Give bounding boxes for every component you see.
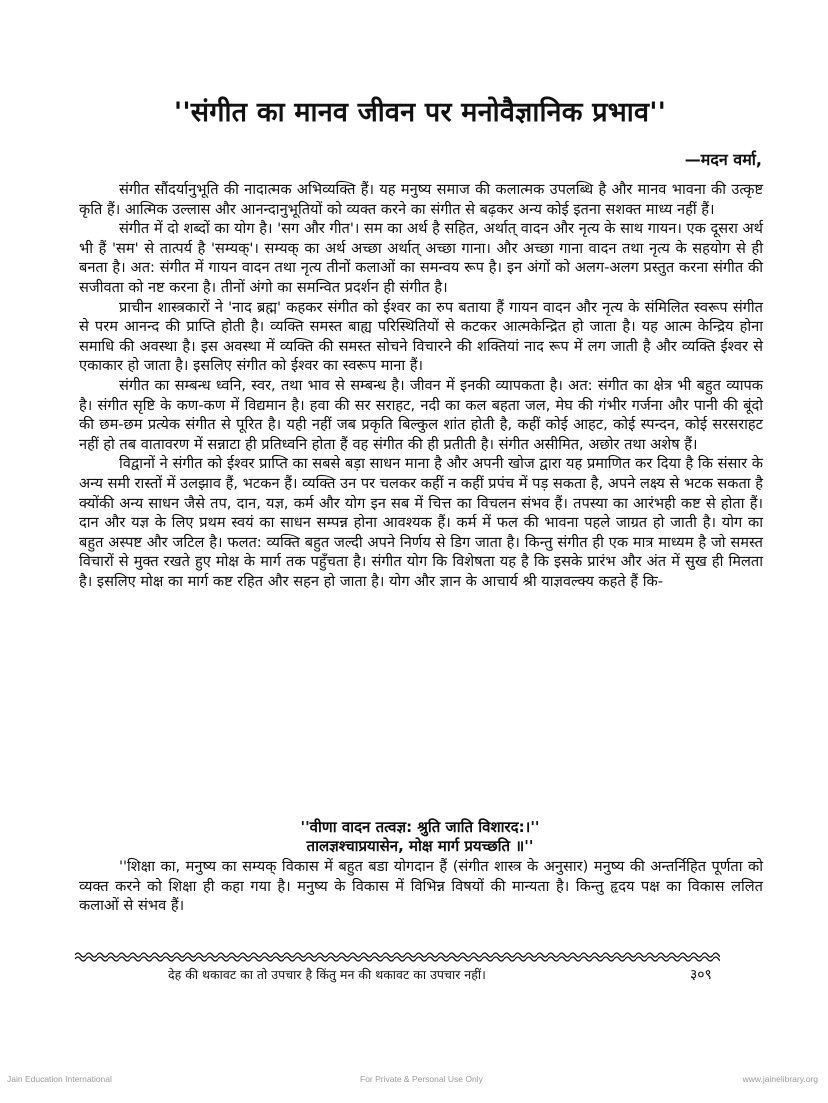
paragraph: संगीत सौंदर्यानुभूति की नादात्मक अभिव्यक्ति हैं। यह मनुष्य समाज की कलात्मक उपलब्धि है और मानव भावना की उत्कृष्ट कृति हैं। आत्मिक उल्लास और आनन्दानुभूतियों को व्यक्त करने का संगीत से बढ़कर अन्य कोई इतना सशक्त माध्य नहीं हैं। [79,181,763,218]
footer-publisher: Jain Education International [7,1074,112,1084]
closing-paragraph: ''शिक्षा का, मनुष्य का सम्यक् विकास में बहुत बडा योगदान हैं (संगीत शास्त्र के अनुसार) मनुष्य की अन्तर्निहित पूर्णता को व्यक्त करने को शिक्षा ही कहा गया है। मनुष्य के विकास में विभिन्न विषयों की मान्यता है। किन्तु हृदय पक्ष का विकास ललित कलाओं से संभव हैं। [79,858,763,915]
footer-website-link[interactable]: www.jainelibrary.org [742,1074,818,1084]
paragraph: विद्वानों ने संगीत को ईश्वर प्राप्ति का सबसे बड़ा साधन माना है और अपनी खोज द्वारा यह प्रमाणित कर दिया है कि संसार के अन्य समी रास्तों में उलझाव हैं, भटकन हैं। व्यक्ति उन पर चलकर कहीं न कहीं प्रपंच में पड़ सकता है, अपने लक्ष्य से भटक सकता है क्योंकी अन्य साधन जैसे तप, दान, यज्ञ, कर्म और योग इन सब में चित्त का विचलन संभव हैं। तपस्या का आरंभही कष्ट से होता हैं। दान और यज्ञ के लिए प्रथम स्वयं का साधन सम्पन्न होना आवश्यक हैं। कर्म में फल की भावना पहले जाग्रत हो जाती है। योग का बहुत अस्पष्ट और जटिल है। फलत: व्यक्ति बहुत जल्दी अपने निर्णय से डिग जाता है। किन्तु संगीत ही एक मात्र माध्यम है जो समस्त विचारों से मुक्त रखते हुए मोक्ष के मार्ग तक पहुँचता है। संगीत योग कि विशेषता यह है कि इसके प्रारंभ और अंत में सुख ही मिलता है। इसलिए मोक्ष का मार्ग कष्ट रहित और सहन हो जाता है। योग और ज्ञान के आचार्य श्री याज्ञवल्क्य कहते हैं कि- [79,455,763,590]
footer-quote: देह की थकावट का तो उपचार है किंतु मन की थकावट का उपचार नहीं। [168,967,486,982]
paragraph: संगीत का सम्बन्ध ध्वनि, स्वर, तथा भाव से सम्बन्ध है। जीवन में इनकी व्यापकता है। अत: संगीत का क्षेत्र भी बहुत व्यापक है। संगीत सृष्टि के कण-कण में विद्यमान है। हवा की सर सराहट, नदी का कल बहता जल, मेघ की गंभीर गर्जना और पानी की बूंदो की छम-छम प्रत्येक संगीत से पूरित है। यही नहीं जब प्रकृति बिल्कुल शांत होती है, कहीं कोई आहट, कोई स्पन्दन, कोई सरसराहट नहीं हो तब वातावरण में सन्नाटा ही प्रतिध्वनि होता हैं वह संगीत की ही प्रतीती है। संगीत असीमित, अछोर तथा अशेष हैं। [79,376,763,453]
article-body [79,180,763,591]
footer-usage-notice: For Private & Personal Use Only [360,1074,483,1084]
paragraph: प्राचीन शास्त्रकारों ने 'नाद ब्रह्म' कहकर संगीत को ईश्वर का रुप बताया हैं गायन वादन और नृत्य के संमिलित स्वरूप संगीत से परम आनन्द की प्राप्ति होती है। व्यक्ति समस्त बाह्य परिस्थितियों से कटकर आत्मकेन्द्रित हो जाता है। यह आत्म केन्द्रिय होना समाधि की अवस्था है। इस अवस्था में व्यक्ति की समस्त सोचने विचारने की शक्तियां नाद रूप में लग जाती है और व्यक्ति ईश्वर से एकाकार हो जाता है। इसलिए संगीत को ईश्वर का स्वरूप माना हैं। [79,298,763,375]
verse-line: ''वीणा वादन तत्वज्ञ: श्रुति जाति विशारद:।'' [300,818,540,836]
article-title: ''संगीत का मानव जीवन पर मनोवैज्ञानिक प्रभाव'' [173,97,667,128]
wavy-divider [75,950,720,964]
page-number: ३०९ [690,967,712,983]
article-author: —मदन वर्मा, [684,150,762,169]
verse-line: तालज्ञश्चाप्रयासेन, मोक्ष मार्ग प्रयच्छति ॥'' [306,837,534,855]
closing-section [79,857,763,916]
paragraph: संगीत में दो शब्दों का योग है। 'सग और गीत'। सम का अर्थ है सहित, अर्थात् वादन और नृत्य के साथ गायन। एक दूसरा अर्थ भी हैं 'सम' से तात्पर्य है 'सम्यक्'। सम्यक् का अर्थ अच्छा अर्थात् अच्छा गाना। और अच्छा गाना वादन तथा नृत्य के सहयोग से ही बनता है। अत: संगीत में गायन वादन तथा नृत्य तीनों कलाओं का समन्वय रूप है। इन अंगों को अलग-अलग प्रस्तुत करना संगीत की सजीवता को नष्ट करना है। तीनों अंगो का समन्वित प्रदर्शन ही संगीत है। [79,220,763,296]
